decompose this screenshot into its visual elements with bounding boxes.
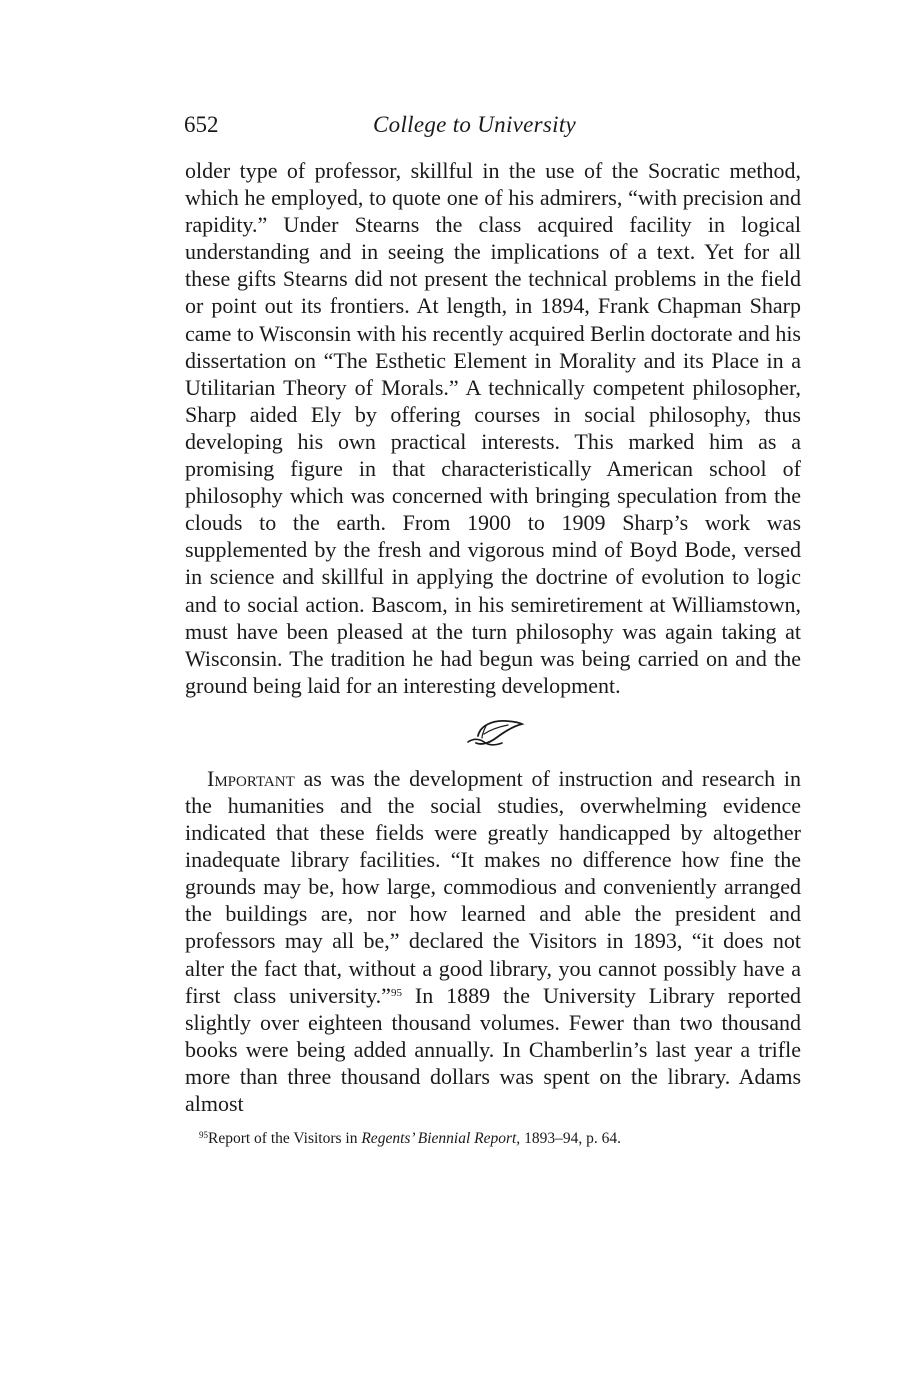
paragraph-library-text: as was the development of instruction and research in the humanities and the social studies, overwhelming evidence indicated that these fields were greatly handicapped by altogether inadequate library facilities. “It makes no difference how fine the grounds may be, how large, commodious and conveniently arranged the buildings are, nor how learned and able the president and professors may all be,” declared the Visitors in 1893, “it does not alter the fact that, without a good library, you cannot possibly have a first class university.” bbox=[185, 765, 801, 1008]
paragraph-philosophy: older type of professor, skillful in the use of the Socratic method, which he employed, to quote one of his admirers, “with precision and rapidity.” Under Stearns the class acquired facility in logical understanding and in seeing the implications of a text. Yet for all these gifts Stearns did not present the technical problems in the field or point out its frontiers. At length, in 1894, Frank Chapman Sharp came to Wisconsin with his recently acquired Berlin doctorate and his dissertation on “The Esthetic Element in Morality and its Place in a Utilitarian Theory of Morals.” A technically competent philosopher, Sharp aided Ely by offering courses in social philosophy, thus developing his own practical interests. This marked him as a promising figure in that characteristically American school of philosophy which was concerned with bringing speculation from the clouds to the earth. From 1900 to 1909 Sharp’s work was supplemented by the fresh and vigorous mind of Boyd Bode, versed in science and skillful in applying the doctrine of evolution to logic and to social action. Bascom, in his semiretirement at Williamstown, must have been pleased at the turn philosophy was again taking at Wisconsin. The tradition he had begun was being carried on and the ground being laid for an interesting development. bbox=[185, 158, 801, 698]
paragraph-library-continued: In 1889 the University Library reported slightly over eighteen thousand volumes. Fewer than two thousand books were being added annually. In Chamberlin’s last year a trifle more than three thousand dollars was spent on the library. Adams almost bbox=[185, 982, 801, 1116]
paragraph-library bbox=[185, 765, 801, 1117]
running-title: College to University bbox=[373, 112, 577, 137]
footnote-text: Report of the Visitors in bbox=[208, 1130, 362, 1148]
footnote-number: 95 bbox=[199, 1130, 208, 1141]
footnote-reference: 95 bbox=[390, 986, 402, 999]
footnote-citation: 1893–94, p. 64. bbox=[520, 1130, 621, 1148]
running-head bbox=[185, 112, 801, 148]
opening-word: Important bbox=[207, 765, 295, 791]
footnote bbox=[185, 1129, 801, 1149]
page-number: 652 bbox=[184, 112, 219, 137]
quill-flourish-icon bbox=[458, 712, 528, 752]
footnote-source-title: Regents’ Biennial Report, bbox=[361, 1130, 521, 1148]
book-page bbox=[185, 112, 801, 1149]
section-break-ornament bbox=[185, 703, 801, 761]
